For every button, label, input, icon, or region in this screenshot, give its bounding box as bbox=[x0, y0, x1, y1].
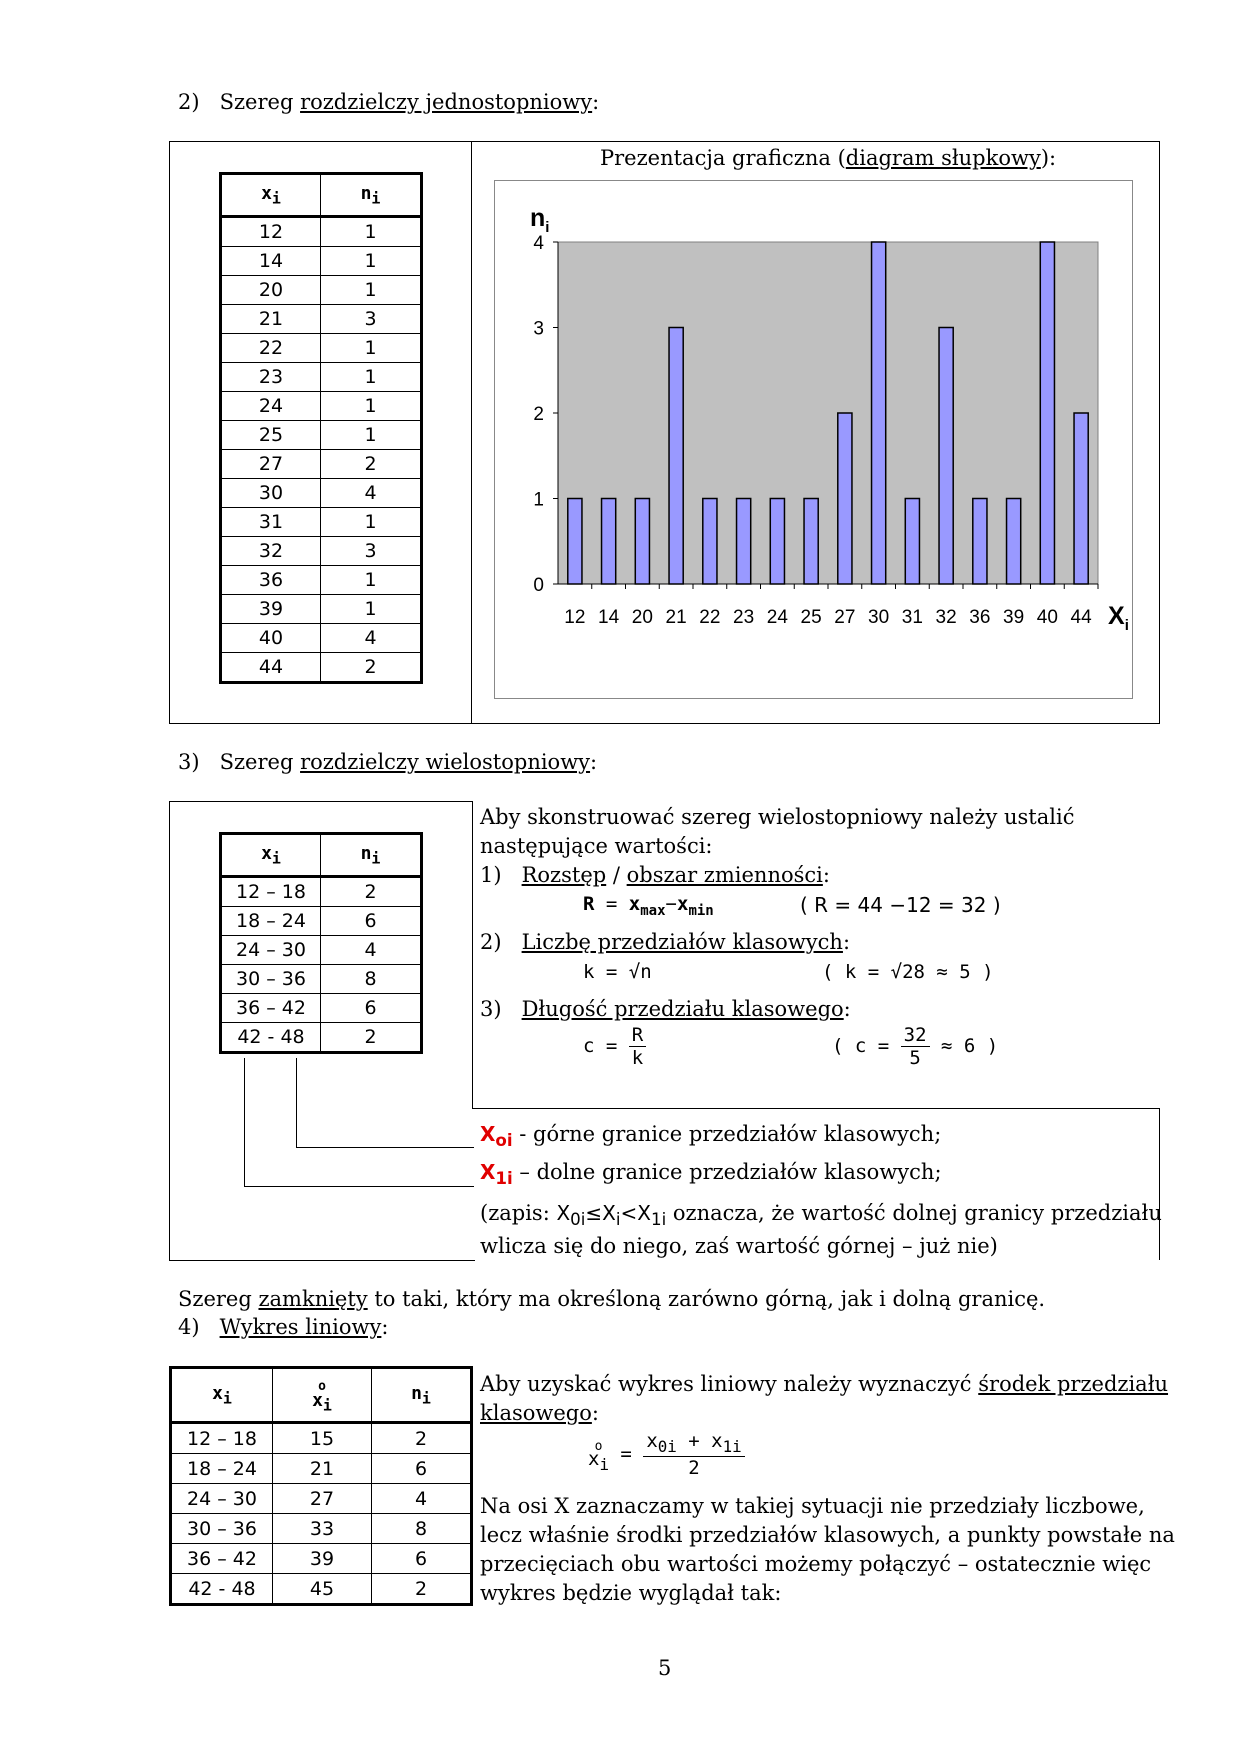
table-row bbox=[221, 217, 422, 247]
s4-intro bbox=[480, 1370, 1168, 1428]
midpoint-denominator: 2 bbox=[688, 1456, 700, 1479]
section3-table bbox=[219, 832, 423, 1054]
table-cell: 30 – 36 bbox=[221, 965, 321, 994]
x-tick-label: 39 bbox=[1003, 607, 1025, 628]
bar-30 bbox=[872, 242, 886, 584]
x-tick-label: 20 bbox=[631, 607, 653, 628]
table-cell: 3 bbox=[321, 537, 422, 566]
midpoint-numerator: $x_{0i} + x_{1i}$ bbox=[643, 1430, 744, 1457]
table-cell: 2 bbox=[372, 1574, 472, 1605]
table-row bbox=[221, 907, 422, 936]
table-row bbox=[221, 450, 422, 479]
item3-formula bbox=[583, 1024, 646, 1069]
bar-20 bbox=[635, 499, 649, 585]
bar-22 bbox=[703, 499, 717, 585]
x-axis-label: $X_i$ bbox=[1108, 602, 1129, 634]
item1-sep: / bbox=[606, 863, 627, 887]
header-xi: $x_i$ bbox=[171, 1368, 273, 1423]
bar-40 bbox=[1040, 242, 1054, 584]
header-xi: $x_i$ bbox=[221, 174, 321, 217]
s3-intro-line2: następujące wartości: bbox=[480, 834, 713, 858]
table-cell: 1 bbox=[321, 276, 422, 305]
header-xi: $x_i$ bbox=[221, 834, 321, 877]
midpoint-lhs: o $x_i$ bbox=[588, 1439, 609, 1474]
table-row bbox=[171, 1574, 472, 1605]
table-cell: 1 bbox=[321, 247, 422, 276]
bar-39 bbox=[1007, 499, 1021, 585]
x1-line bbox=[480, 1158, 942, 1193]
x-tick-label: 14 bbox=[598, 607, 620, 628]
bar-24 bbox=[770, 499, 784, 585]
table-cell: 4 bbox=[321, 479, 422, 508]
x1-text: – dolne granice przedziałów klasowych; bbox=[512, 1160, 942, 1184]
table-row bbox=[221, 479, 422, 508]
x-tick-label: 32 bbox=[935, 607, 957, 628]
table-cell: 45 bbox=[273, 1574, 372, 1605]
table-cell: 1 bbox=[321, 334, 422, 363]
x-tick-label: 36 bbox=[969, 607, 991, 628]
table-cell: 3 bbox=[321, 305, 422, 334]
table-cell: 30 bbox=[221, 479, 321, 508]
s3-frame-mid bbox=[472, 801, 473, 1109]
sub-i: i bbox=[271, 849, 281, 868]
table-cell: 2 bbox=[321, 450, 422, 479]
s4-intro-prefix: Aby uzyskać wykres liniowy należy wyznaczyć bbox=[480, 1372, 979, 1396]
section2-heading bbox=[178, 90, 599, 114]
closed-prefix: Szereg bbox=[178, 1287, 259, 1311]
section3-title-suffix: : bbox=[590, 750, 598, 774]
note-line2: wlicza się do niego, zaś wartość górnej – już nie) bbox=[480, 1234, 998, 1258]
x1-sub: 1i bbox=[495, 1169, 513, 1188]
bar-32 bbox=[939, 328, 953, 585]
section4-heading bbox=[178, 1315, 388, 1339]
table-row bbox=[221, 537, 422, 566]
table-row bbox=[221, 566, 422, 595]
table-cell: 4 bbox=[321, 624, 422, 653]
closed-link: zamknięty bbox=[258, 1287, 368, 1311]
s3-intro-line1: Aby skonstruować szereg wielostopniowy należy ustalić bbox=[480, 805, 1075, 829]
chart-caption-suffix: ): bbox=[1040, 146, 1057, 170]
table-row bbox=[221, 305, 422, 334]
note-open: (zapis: bbox=[480, 1201, 557, 1225]
table-cell: 15 bbox=[273, 1423, 372, 1454]
item3-example-numerator: 32 bbox=[901, 1024, 930, 1047]
table-cell: 6 bbox=[372, 1454, 472, 1484]
table-cell: 42 - 48 bbox=[221, 1023, 321, 1053]
item1-number: 1) bbox=[480, 863, 502, 887]
note-text: oznacza, że wartość dolnej granicy przedziału bbox=[666, 1201, 1162, 1225]
table-cell: 14 bbox=[221, 247, 321, 276]
header-xi-mid: o $x_i$ bbox=[273, 1368, 372, 1423]
table-cell: 36 – 42 bbox=[171, 1544, 273, 1574]
circle-mark: o bbox=[318, 1378, 326, 1394]
table-cell: 36 bbox=[221, 566, 321, 595]
midpoint-fraction bbox=[643, 1430, 744, 1479]
connector-lower-vertical bbox=[244, 1058, 245, 1187]
header-ni: $n_i$ bbox=[372, 1368, 472, 1423]
table-row bbox=[221, 421, 422, 450]
section3-title-link: rozdzielczy wielostopniowy bbox=[300, 750, 591, 774]
table-cell: 39 bbox=[273, 1544, 372, 1574]
s3-item1 bbox=[480, 861, 830, 890]
table-cell: 31 bbox=[221, 508, 321, 537]
table-cell: 24 bbox=[221, 392, 321, 421]
bar-36 bbox=[973, 499, 987, 585]
s4-para-line2: lecz właśnie środki przedziałów klasowych, a punkty powstałe na bbox=[480, 1523, 1175, 1547]
table-row bbox=[221, 877, 422, 907]
table-cell: 6 bbox=[321, 907, 422, 936]
sub-i: i bbox=[322, 1396, 332, 1415]
item3-title: Długość przedziału klasowego bbox=[521, 997, 844, 1021]
y-tick-label: 3 bbox=[533, 318, 544, 340]
table-row bbox=[221, 392, 422, 421]
table-row bbox=[221, 595, 422, 624]
item2-formula: k = √n bbox=[583, 961, 652, 983]
table-cell: 2 bbox=[321, 1023, 422, 1053]
page-number: 5 bbox=[658, 1656, 672, 1680]
table-row bbox=[221, 334, 422, 363]
x-tick-label: 23 bbox=[733, 607, 755, 628]
table-row bbox=[221, 363, 422, 392]
table-cell: 4 bbox=[321, 936, 422, 965]
item3-c: c = bbox=[583, 1035, 618, 1057]
table-cell: 1 bbox=[321, 508, 422, 537]
x0-sub: oi bbox=[495, 1131, 513, 1150]
item1-title-a: Rozstęp bbox=[521, 863, 607, 887]
item2-example: ( k = √28 ≈ 5 ) bbox=[822, 961, 994, 983]
table-row bbox=[221, 994, 422, 1023]
table-cell: 33 bbox=[273, 1514, 372, 1544]
bar-14 bbox=[602, 499, 616, 585]
x-tick-label: 44 bbox=[1070, 607, 1092, 628]
s3-frame-mid-bottom bbox=[472, 1108, 1160, 1109]
table-cell: 42 - 48 bbox=[171, 1574, 273, 1605]
x1-label: X bbox=[480, 1160, 496, 1184]
item1-title-b: obszar zmienności bbox=[626, 863, 823, 887]
item3-colon: : bbox=[843, 997, 851, 1021]
item1-example: ( R = 44 −12 = 32 ) bbox=[800, 893, 1001, 917]
item3-example-open: ( c = bbox=[832, 1035, 890, 1057]
y-axis-label: $n_i$ bbox=[530, 204, 550, 236]
table-cell: 27 bbox=[221, 450, 321, 479]
connector-upper-horizontal bbox=[296, 1147, 474, 1148]
item3-denominator: k bbox=[631, 1047, 644, 1069]
sub-i: i bbox=[222, 1389, 232, 1408]
table-row bbox=[171, 1423, 472, 1454]
x0-line bbox=[480, 1120, 941, 1155]
table-cell: 30 – 36 bbox=[171, 1514, 273, 1544]
s3-item3 bbox=[480, 995, 851, 1024]
table-cell: 22 bbox=[221, 334, 321, 363]
s3-frame-left bbox=[169, 801, 170, 1261]
table-cell: 12 bbox=[221, 217, 321, 247]
table-cell: 23 bbox=[221, 363, 321, 392]
item3-example-fraction bbox=[901, 1024, 930, 1069]
section3-number: 3) bbox=[178, 750, 200, 774]
table-row bbox=[171, 1514, 472, 1544]
table-cell: 2 bbox=[321, 877, 422, 907]
section4-title-link: Wykres liniowy bbox=[219, 1315, 382, 1339]
item3-number: 3) bbox=[480, 997, 502, 1021]
table-cell: 6 bbox=[372, 1544, 472, 1574]
note-line1: (zapis: $X_{0i}\le X_i<X_{1i}$ oznacza, że wartość dolnej granicy przedziału bbox=[480, 1201, 1162, 1229]
bar-12 bbox=[568, 499, 582, 585]
bar-27 bbox=[838, 413, 852, 584]
table-cell: 24 – 30 bbox=[221, 936, 321, 965]
bar-chart bbox=[494, 180, 1134, 700]
table-cell: 18 – 24 bbox=[221, 907, 321, 936]
s4-paragraph bbox=[480, 1492, 1175, 1608]
table-row bbox=[221, 276, 422, 305]
x-tick-label: 40 bbox=[1036, 607, 1058, 628]
table-cell: 1 bbox=[321, 595, 422, 624]
section3-title-prefix: Szereg bbox=[219, 750, 301, 774]
table-cell: 12 – 18 bbox=[171, 1423, 273, 1454]
sub-i: i bbox=[371, 189, 381, 208]
section2-title-suffix: : bbox=[592, 90, 600, 114]
x-tick-label: 30 bbox=[868, 607, 890, 628]
table-cell: 27 bbox=[273, 1484, 372, 1514]
x-tick-label: 12 bbox=[564, 607, 586, 628]
table-cell: 32 bbox=[221, 537, 321, 566]
table-row bbox=[221, 624, 422, 653]
s3-intro bbox=[480, 803, 1074, 861]
table-row bbox=[171, 1484, 472, 1514]
section2-table bbox=[219, 172, 423, 684]
header-ni: $n_i$ bbox=[321, 834, 422, 877]
closed-suffix: to taki, który ma określoną zarówno górną, jak i dolną granicę. bbox=[367, 1287, 1046, 1311]
y-tick-label: 0 bbox=[533, 575, 544, 596]
section2-title-prefix: Szereg bbox=[219, 90, 301, 114]
item3-example-close: ≈ 6 ) bbox=[941, 1035, 999, 1057]
section2-divider bbox=[471, 141, 472, 724]
table-cell: 8 bbox=[372, 1514, 472, 1544]
table-cell: 36 – 42 bbox=[221, 994, 321, 1023]
section2-number: 2) bbox=[178, 90, 200, 114]
section4-table bbox=[169, 1366, 473, 1606]
connector-upper-vertical bbox=[296, 1058, 297, 1147]
table-row bbox=[221, 508, 422, 537]
table-cell: 6 bbox=[321, 994, 422, 1023]
chart-caption-link: diagram słupkowy bbox=[845, 146, 1041, 170]
x-tick-label: 31 bbox=[901, 607, 923, 628]
chart-caption-prefix: Prezentacja graficzna ( bbox=[600, 146, 846, 170]
section2-title-link: rozdzielczy jednostopniowy bbox=[300, 90, 593, 114]
y-tick-label: 2 bbox=[533, 404, 544, 425]
table-cell: 40 bbox=[221, 624, 321, 653]
s4-intro-colon: : bbox=[591, 1401, 599, 1425]
table-cell: 4 bbox=[372, 1484, 472, 1514]
item1-colon: : bbox=[822, 863, 830, 887]
x0-label: X bbox=[480, 1122, 496, 1146]
table-cell: 1 bbox=[321, 566, 422, 595]
section3-heading bbox=[178, 750, 597, 774]
item3-example-denominator: 5 bbox=[909, 1047, 921, 1069]
table-cell: 2 bbox=[321, 653, 422, 683]
bar-31 bbox=[905, 499, 919, 585]
x-tick-label: 22 bbox=[699, 607, 721, 628]
table-cell: 20 bbox=[221, 276, 321, 305]
table-cell: 12 – 18 bbox=[221, 877, 321, 907]
bar-25 bbox=[804, 499, 818, 585]
table-cell: 21 bbox=[221, 305, 321, 334]
table-cell: 24 – 30 bbox=[171, 1484, 273, 1514]
x-tick-label: 25 bbox=[800, 607, 822, 628]
item2-title: Liczbę przedziałów klasowych bbox=[521, 930, 843, 954]
table-cell: 39 bbox=[221, 595, 321, 624]
item3-example bbox=[832, 1024, 998, 1069]
y-tick-label: 1 bbox=[533, 489, 544, 511]
item2-number: 2) bbox=[480, 930, 502, 954]
table-cell: 8 bbox=[321, 965, 422, 994]
bar-44 bbox=[1074, 413, 1088, 584]
table-cell: 2 bbox=[372, 1423, 472, 1454]
item3-numerator: R bbox=[629, 1024, 646, 1047]
connector-lower-horizontal bbox=[244, 1186, 474, 1187]
table-row bbox=[221, 653, 422, 683]
s4-intro-link: środek przedziału bbox=[978, 1372, 1169, 1396]
table-row bbox=[171, 1544, 472, 1574]
sub-i: i bbox=[271, 189, 281, 208]
s3-frame-bottom-left bbox=[169, 1260, 475, 1261]
table-cell: 1 bbox=[321, 392, 422, 421]
table-cell: 25 bbox=[221, 421, 321, 450]
chart-caption bbox=[600, 146, 1056, 170]
item2-colon: : bbox=[842, 930, 851, 954]
s4-para-line4: wykres będzie wyglądał tak: bbox=[480, 1581, 782, 1605]
bar-21 bbox=[669, 328, 683, 585]
section4-title-suffix: : bbox=[381, 1315, 389, 1339]
y-tick-label: 4 bbox=[533, 233, 544, 254]
table-row bbox=[171, 1454, 472, 1484]
sub-i: i bbox=[421, 1389, 431, 1408]
item1-formula: $R = x_{max}-x_{min}$ bbox=[583, 893, 714, 919]
x-tick-label: 27 bbox=[834, 607, 856, 628]
circle-mark: o bbox=[594, 1439, 603, 1454]
s3-frame-top-left bbox=[169, 801, 473, 802]
s3-item2 bbox=[480, 928, 850, 957]
x-tick-label: 24 bbox=[766, 607, 788, 628]
table-cell: 1 bbox=[321, 363, 422, 392]
table-row bbox=[221, 247, 422, 276]
table-cell: 1 bbox=[321, 217, 422, 247]
s4-para-line1: Na osi X zaznaczamy w takiej sytuacji nie przedziały liczbowe, bbox=[480, 1494, 1145, 1518]
sub-i: i bbox=[371, 849, 381, 868]
x0-text: - górne granice przedziałów klasowych; bbox=[512, 1122, 942, 1146]
table-cell: 1 bbox=[321, 421, 422, 450]
table-row bbox=[221, 936, 422, 965]
header-ni: $n_i$ bbox=[321, 174, 422, 217]
table-cell: 21 bbox=[273, 1454, 372, 1484]
closed-series-text bbox=[178, 1287, 1045, 1311]
section4-number: 4) bbox=[178, 1315, 200, 1339]
s4-intro-link2: klasowego bbox=[480, 1401, 592, 1425]
s3-frame-right bbox=[1159, 1108, 1160, 1260]
s4-para-line3: przecięciach obu wartości możemy połączyć – ostatecznie więc bbox=[480, 1552, 1152, 1576]
table-row bbox=[221, 965, 422, 994]
x-tick-label: 21 bbox=[665, 607, 687, 628]
item3-fraction bbox=[629, 1024, 646, 1069]
table-cell: 44 bbox=[221, 653, 321, 683]
table-row bbox=[221, 1023, 422, 1053]
table-cell: 18 – 24 bbox=[171, 1454, 273, 1484]
midpoint-formula: o $x_i$ = $\frac{x_{0i} + x_{1i}}{2}$ bbox=[588, 1430, 745, 1479]
bar-23 bbox=[737, 499, 751, 585]
